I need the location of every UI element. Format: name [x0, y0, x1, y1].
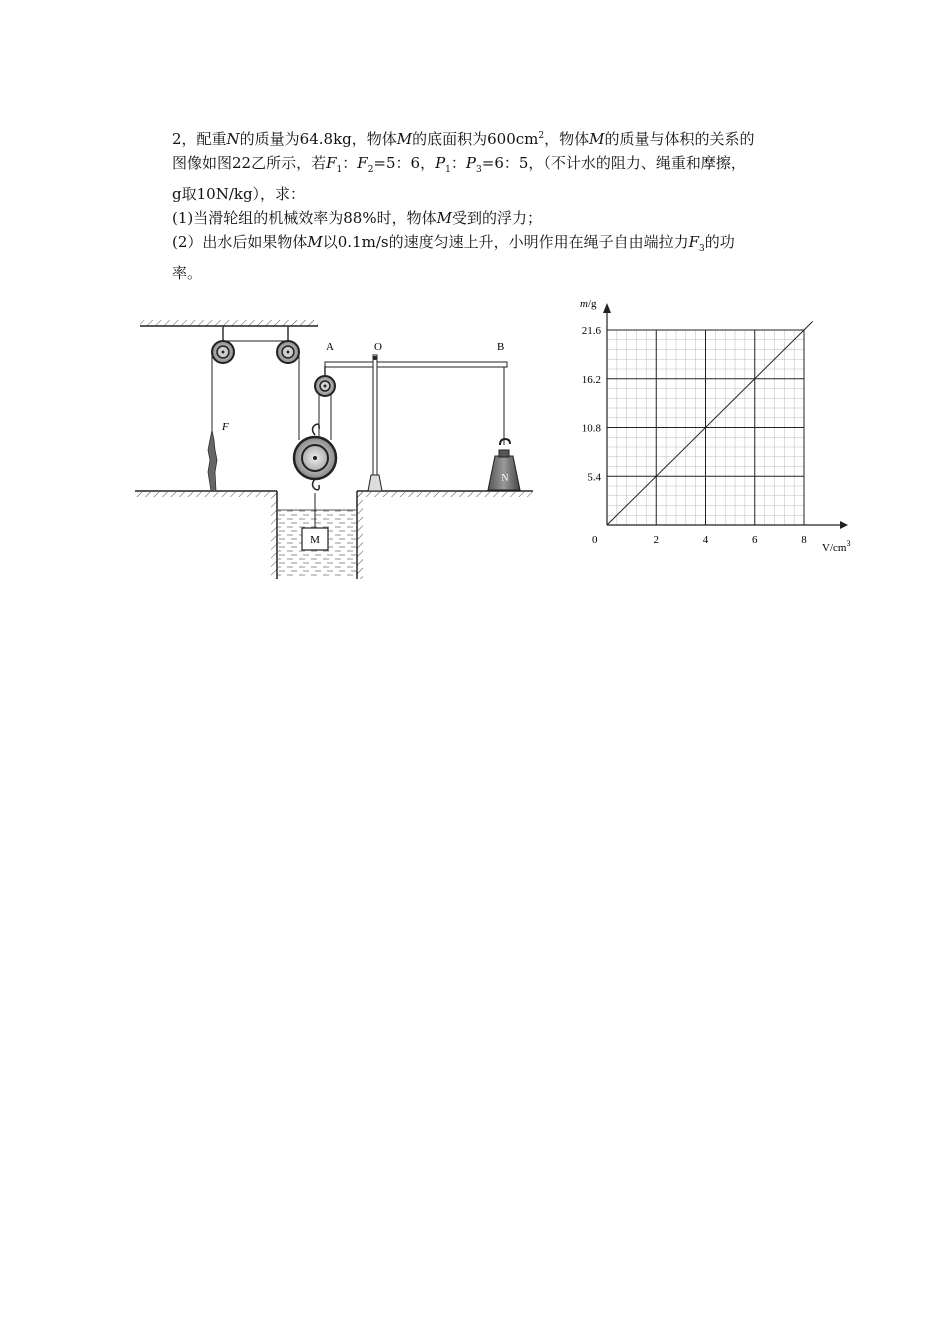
var-m: M	[396, 130, 413, 148]
var-m: M	[589, 130, 605, 148]
text: (2）出水后如果物体	[172, 233, 308, 251]
text: 的功	[704, 233, 735, 251]
var-m: M	[436, 209, 452, 227]
y-tick-label: 21.6	[581, 325, 601, 337]
x-tick-label: 4	[702, 534, 709, 546]
text: =6：5，（不计水的阻力、绳重和摩擦，	[481, 154, 746, 172]
problem-line-2	[172, 151, 840, 182]
var-f: F	[326, 154, 337, 172]
text: ：	[342, 154, 358, 172]
var-n: N	[226, 130, 240, 148]
var-p: P	[465, 154, 477, 172]
point-o-label: O	[374, 341, 382, 353]
pulley-apparatus-figure	[130, 300, 550, 590]
point-a-label: A	[326, 341, 334, 353]
text: =5：6，	[373, 154, 436, 172]
mass-volume-graph	[570, 293, 870, 563]
y-tick-label: 10.8	[581, 422, 601, 435]
support-stand	[368, 355, 382, 491]
subscript: 2	[367, 165, 374, 175]
superscript: 2	[538, 131, 545, 141]
fixed-pulley-left	[212, 326, 234, 363]
person-figure	[208, 430, 217, 491]
y-axis-arrow-icon	[603, 303, 611, 313]
series-line	[607, 321, 813, 525]
movable-pulley	[294, 424, 336, 490]
lever-pulley	[315, 366, 335, 396]
text: ：	[450, 154, 466, 172]
y-axis-label: m/g	[580, 298, 597, 310]
problem-line-6: 率。	[172, 264, 203, 282]
lever-bar	[325, 362, 507, 367]
subscript: 3	[699, 244, 705, 254]
origin-label: 0	[592, 534, 598, 546]
question-1	[172, 206, 840, 230]
problem-line-1	[172, 124, 840, 151]
var-m: M	[307, 233, 323, 251]
force-f-label: F	[222, 421, 229, 433]
text: ，物体	[544, 130, 590, 148]
subscript: 3	[476, 165, 482, 175]
x-tick-label: 2	[653, 534, 659, 546]
y-tick-label: 16.2	[581, 373, 601, 386]
text: 的质量与体积的关系的	[604, 130, 755, 148]
fixed-pulley-right	[277, 326, 299, 363]
subscript: 1	[445, 165, 451, 175]
text: 受到的浮力；	[451, 209, 542, 227]
text: 图像如图22乙所示，若	[172, 154, 327, 172]
x-axis-label: $V/cm^3$	[822, 539, 851, 554]
point-b-label: B	[497, 341, 505, 353]
var-p: P	[435, 154, 446, 172]
subscript: 1	[336, 165, 343, 175]
x-tick-label: 8	[801, 534, 807, 546]
ceiling	[140, 320, 318, 326]
counterweight-n-label: N	[501, 473, 509, 484]
question-2	[172, 230, 840, 261]
y-tick-labels	[582, 325, 602, 483]
x-tick-labels	[654, 534, 808, 546]
y-tick-label: 5.4	[587, 471, 601, 484]
object-m-label: M	[310, 534, 320, 546]
text: 的质量为64.8kg，物体	[239, 130, 397, 148]
text: 以0.1m/s的速度匀速上升，小明作用在绳子自由端拉力	[322, 233, 689, 251]
var-f: F	[688, 233, 700, 251]
series-mass-volume-line	[607, 321, 813, 525]
x-tick-label: 6	[752, 534, 758, 546]
text: 的底面积为600cm	[412, 130, 539, 148]
ground	[135, 491, 533, 497]
var-f: F	[357, 154, 368, 172]
text: 2，配重	[172, 130, 227, 148]
text: (1)当滑轮组的机械效率为88%时，物体	[172, 209, 437, 227]
problem-line-3: g取10N/kg），求：	[172, 185, 306, 203]
x-axis-arrow-icon	[840, 521, 848, 529]
problem-text	[172, 124, 840, 285]
